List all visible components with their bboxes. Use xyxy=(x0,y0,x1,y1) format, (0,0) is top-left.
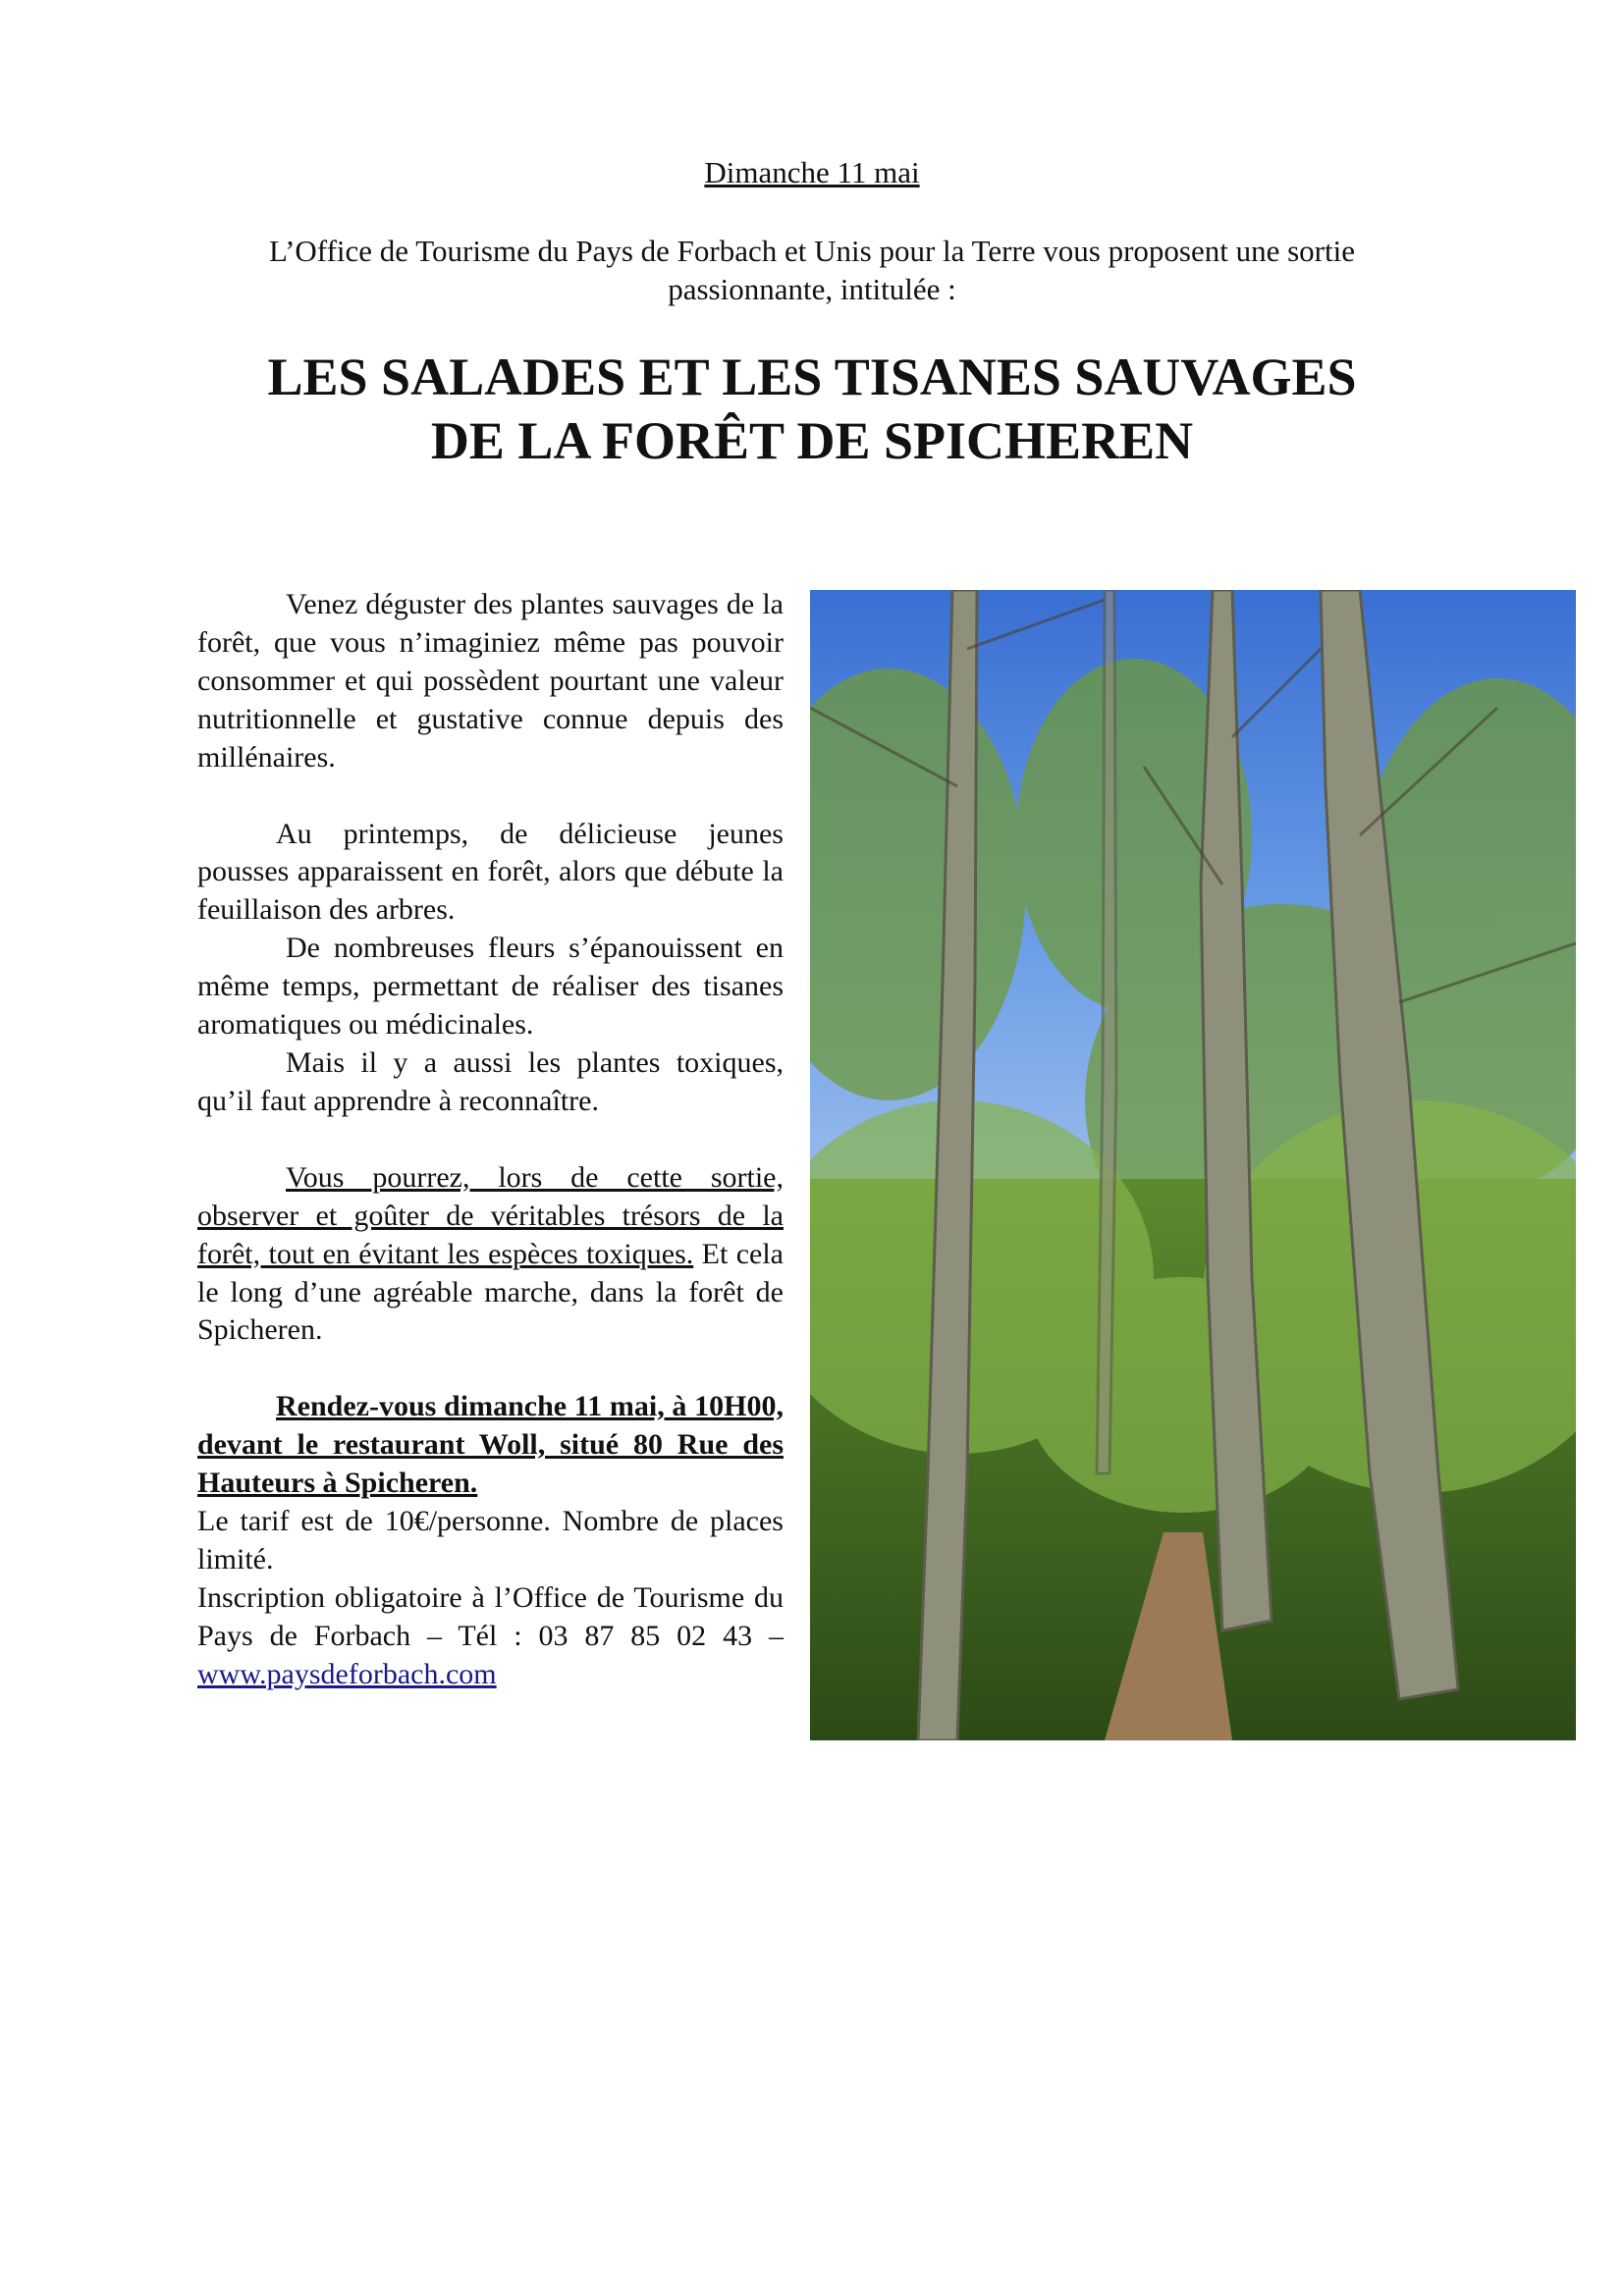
outing-rest: Et cela le long d’une agréable marche, dans la forêt de Spicheren. xyxy=(197,1237,784,1347)
website-link[interactable]: www.paysdeforbach.com xyxy=(197,1657,497,1690)
paragraph-intro: Venez déguster des plantes sauvages de la forêt, que vous n’imaginiez même pas pouvoir consommer et qui possèdent pourtant une valeur nutritionnelle et gustative connue depuis des millénaires. xyxy=(197,588,784,774)
title-line-1: LES SALADES ET LES TISANES SAUVAGES xyxy=(267,347,1357,406)
meeting-info: Rendez-vous dimanche 11 mai, à 10H00, devant le restaurant Woll, situé 80 Rue des Hauteurs à Spicheren. xyxy=(197,1390,784,1500)
outing-highlight: Vous pourrez, lors de cette sortie, observer et goûter de véritables trésors de la forêt, tout en évitant les espèces toxiques. xyxy=(197,1160,784,1270)
description-column xyxy=(197,586,784,1694)
paragraph-toxic: Mais il y a aussi les plantes toxiques, qu’il faut apprendre à reconnaître. xyxy=(197,1045,784,1117)
registration-info xyxy=(197,1579,784,1694)
intro-text: L’Office de Tourisme du Pays de Forbach et Unis pour la Terre vous proposent une sortie passionnante, intitulée : xyxy=(269,234,1355,306)
page-title xyxy=(98,346,1526,473)
forest-photo xyxy=(810,590,1576,1740)
forest-illustration xyxy=(810,590,1576,1740)
event-date: Dimanche 11 mai xyxy=(704,155,920,189)
paragraph-spring: Au printemps, de délicieuse jeunes pousses apparaissent en forêt, alors que débute la feuillaison des arbres. xyxy=(197,817,784,927)
paragraph-outing xyxy=(197,1159,784,1351)
paragraph-flowers: De nombreuses fleurs s’épanouissent en même temps, permettant de réaliser des tisanes aromatiques ou médicinales. xyxy=(197,932,784,1041)
title-line-2: DE LA FORÊT DE SPICHEREN xyxy=(430,411,1194,470)
registration-text: Inscription obligatoire à l’Office de Tourisme du Pays de Forbach – Tél : 03 87 85 02 43 – xyxy=(197,1580,784,1652)
price-info: Le tarif est de 10€/personne. Nombre de places limité. xyxy=(197,1505,784,1575)
